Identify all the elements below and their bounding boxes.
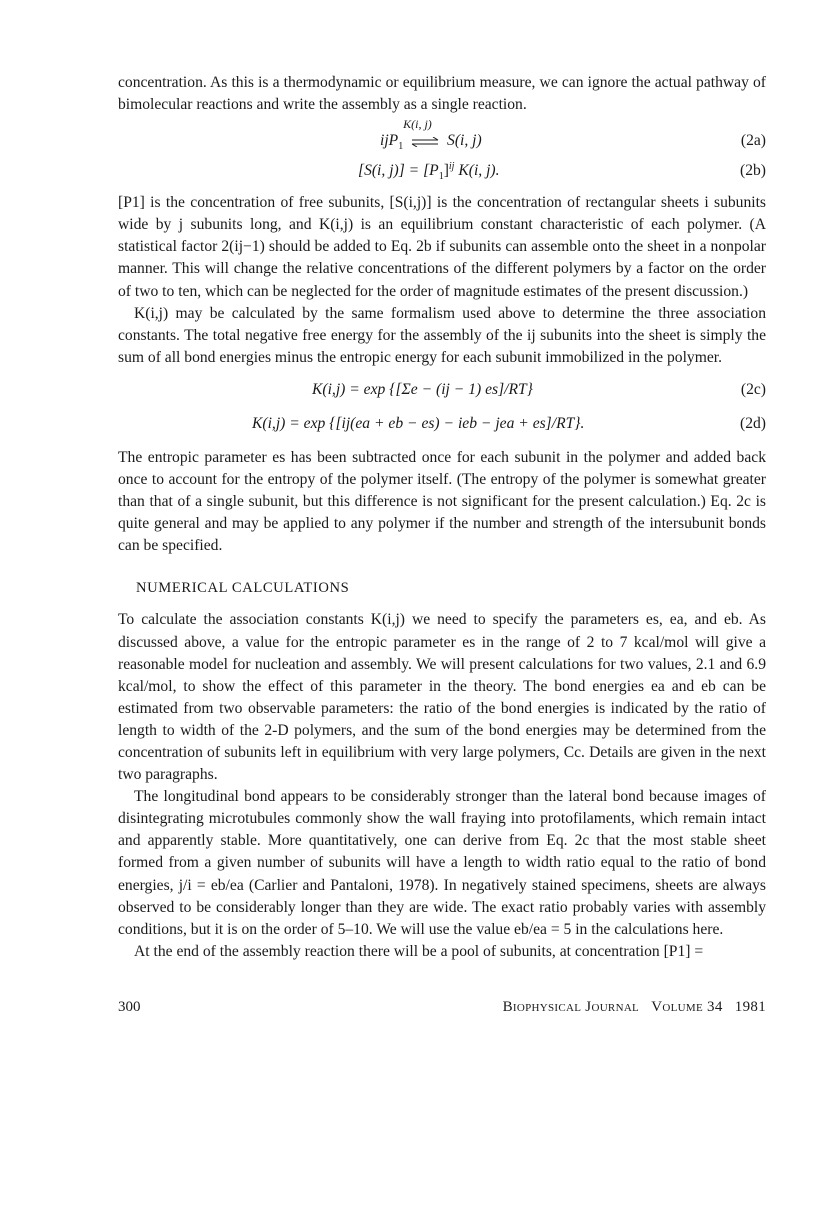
paragraph-longitudinal-bond: The longitudinal bond appears to be considerably stronger than the lateral bond because images of disintegrating microtubules commonly show the wall fraying into protofilaments, which remain intact and apparently stable. More quantitatively, one can derive from Eq. 2c that the most stable sheet formed from a given number of subunits will have a length to width ratio equal to the ratio of bond energies, j/i = eb/ea (Carlier and Pantaloni, 1978). In negatively stained specimens, sheets are always observed to be considerably longer than they are wide. The exact ratio probably varies with assembly conditions, but it is on the order of 5–10. We will use the value eb/ea = 5 in the calculations here. (118, 788, 766, 938)
journal-name: Biophysical Journal (502, 999, 640, 1015)
equation-2d (118, 413, 766, 437)
eq-2a-lhs: ijP (380, 132, 399, 150)
paragraph-definitions: [P1] is the concentration of free subunits, [S(i,j)] is the concentration of rectangular sheets i subunits wide by j subunits long, and K(i,j) is an equilibrium constant characteristic of each polymer. (A statistical factor 2(ij−1) should be added to Eq. 2b if subunits can assemble onto the sheet in a nonpolar manner. This will change the relative concentrations of the different polymers by a factor on the order of two to ten, which can be neglected for the order of magnitude estimates of the present discussion.) (118, 194, 766, 300)
page-number: 300 (118, 999, 141, 1015)
paragraph-k-calculation: K(i,j) may be calculated by the same formalism used above to determine the three association constants. The total negative free energy for the assembly of the ij subunits into the sheet is simply the sum of all bond energies minus the entropic energy for each subunit immobilized in the polymer. (118, 304, 766, 366)
eq-2a-number: (2a) (740, 132, 766, 150)
journal-citation (503, 996, 766, 1018)
equilibrium-arrow-icon (403, 117, 443, 152)
journal-year: 1981 (734, 999, 766, 1015)
eq-2b-sub: 1 (438, 171, 444, 183)
eq-2c-body: K(i,j) = exp {[Σe − (ij − 1) es]/RT} (312, 380, 533, 398)
equation-2a (118, 117, 766, 154)
eq-2c-number: (2c) (740, 380, 766, 398)
paragraph-assembly-end: At the end of the assembly reaction there will be a pool of subunits, at concentration [P1] = (134, 942, 704, 960)
eq-2b-main: [S(i, j)] = [P (358, 162, 439, 180)
eq-2d-body: K(i,j) = exp {[ij(ea + eb − es) − ieb − jea + es]/RT}. (252, 414, 585, 432)
eq-2b-sup: ij (448, 161, 455, 172)
eq-2d-number: (2d) (740, 414, 766, 432)
eq-2a-rhs: S(i, j) (447, 132, 482, 150)
section-title: NUMERICAL CALCULATIONS (136, 580, 350, 597)
eq-2b-number: (2b) (740, 162, 766, 180)
eq-2b-tail: K(i, j). (454, 162, 500, 180)
equation-2b (118, 160, 766, 184)
paragraph-entropic-parameter: The entropic parameter es has been subtracted once for each subunit in the polymer and added back once to account for the entropy of the polymer itself. (The entropy of the polymer is somewhat greater than that of a single subunit, but this difference is not significant for the present calculation.) Eq. 2c is quite general and may be applied to any polymer if the number and strength of the intersubunit bonds can be specified. (118, 448, 766, 555)
eq-2a-k-label: K(i, j) (403, 117, 432, 132)
journal-volume: Volume 34 (651, 999, 723, 1015)
page-footer (118, 996, 766, 1018)
eq-2b-close: ] (443, 162, 449, 180)
equation-2c (118, 379, 766, 403)
paragraph-intro: concentration. As this is a thermodynamic or equilibrium measure, we can ignore the actual pathway of bimolecular reactions and write the assembly as a single reaction. (118, 74, 766, 114)
paragraph-association-constants: To calculate the association constants K(i,j) we need to specify the parameters es, ea, and eb. As discussed above, a value for the entropic parameter es in the range of 2 to 7 kcal/mol will give a reasonable model for nucleation and assembly. We will present calculations for two values, 2.1 and 6.9 kcal/mol, to show the effect of this parameter in the theory. The bond energies ea and eb can be estimated from two observable parameters: the ratio of the bond energies is indicated by the ratio of length to width of the 2-D polymers, and the sum of the bond energies may be determined from the concentration of subunits left in equilibrium with very large polymers, Cc. Details are given in the next two paragraphs. (118, 611, 766, 784)
page-body (118, 72, 766, 963)
eq-2a-lhs-sub: 1 (398, 141, 404, 153)
